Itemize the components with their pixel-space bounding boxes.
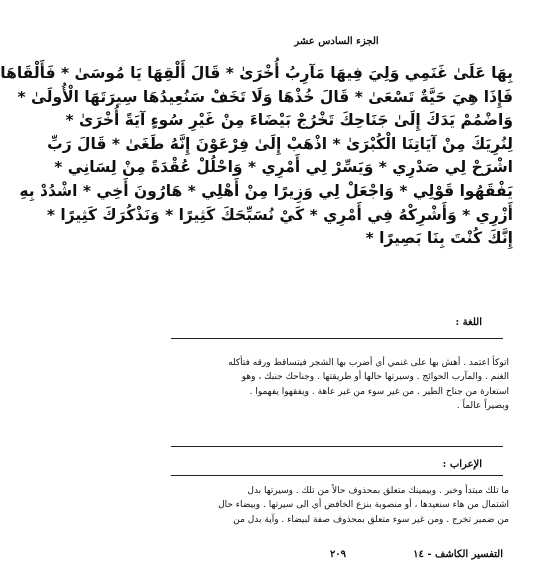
irab-heading: الإعراب : (442, 459, 482, 470)
verse-line: وَاضْمُمْ يَدَكَ إِلَىٰ جَنَاحِكَ تَخْرُجْ بَيْضَاءَ مِنْ غَيْرِ سُوءٍ آيَةً أُخْرَىٰ * (65, 111, 513, 130)
paragraph-line: الغنم . والمآرب الحوائج . وسيرتها حالها أو طريقتها . وجناحك جنبك ، وهو (241, 372, 509, 383)
page-number: ٢٠٩ (329, 549, 347, 560)
verse-line: لِنُرِيَكَ مِنْ آيَاتِنَا الْكُبْرَىٰ * اذْهَبْ إِلَىٰ فِرْعَوْنَ إِنَّهُ طَغَىٰ * قَالَ رَبِّ (47, 134, 513, 153)
section-divider (171, 446, 503, 447)
paragraph-line: ما تلك مبتدأ وخبر . وبيمينك متعلق بمحذوف حالاً من تلك . وسيرتها بدل (247, 486, 509, 496)
paragraph-line: استعارة من جناح الطير . من غير سوء من غير عاهة . ويفقهوا يفهموا . (249, 386, 509, 397)
paragraph-line: وبصيراً عالماً . (456, 401, 509, 412)
paragraph-line: اشتمال من هاء سنعيدها ، أو منصوبة بنزع الخافض أي الى سيرتها . وبيضاء حال (218, 500, 509, 511)
footer-book-title: التفسير الكاشف - ١٤ (413, 549, 503, 560)
verse-line: إِنَّكَ كُنْتَ بِنَا بَصِيرًا * (365, 229, 513, 248)
lugha-paragraph (175, 356, 509, 414)
paragraph-line: اتوكأ اعتمد . أهش بها على غنمي أي أضرب بها الشجر فيتساقط ورقه فتأكله (228, 358, 509, 368)
irab-paragraph (175, 484, 509, 527)
paragraph-line: من ضمير تخرج . ومن غير سوء متعلق بمحذوف صفة لبيضاء . وآية بدل من (233, 514, 509, 525)
verse-line: بِهَا عَلَىٰ غَنَمِي وَلِيَ فِيهَا مَآرِبُ أُخْرَىٰ * قَالَ أَلْقِهَا يَا مُوسَىٰ * فَأَلْقَاهَا (0, 64, 513, 82)
quran-verses-block (0, 62, 513, 251)
section-divider (171, 338, 503, 339)
page-footer (173, 549, 503, 563)
section-divider (171, 475, 503, 476)
verse-line: فَإِذَا هِيَ حَيَّةٌ تَسْعَىٰ * قَالَ خُذْهَا وَلَا تَخَفْ سَنُعِيدُهَا سِيرَتَهَا الْأُولَىٰ * (17, 87, 513, 106)
verse-line: أَزْرِي * وَأَشْرِكْهُ فِي أَمْرِي * كَيْ نُسَبِّحَكَ كَثِيرًا * وَنَذْكُرَكَ كَثِيرًا * (46, 205, 513, 224)
lugha-heading: اللغة : (455, 317, 482, 328)
verse-line: يَفْقَهُوا قَوْلِي * وَاجْعَلْ لِي وَزِيرًا مِنْ أَهْلِي * هَارُونَ أَخِي * اشْدُدْ بِهِ (19, 181, 513, 200)
verse-line: اشْرَحْ لِي صَدْرِي * وَيَسِّرْ لِي أَمْرِي * وَاحْلُلْ عُقْدَةً مِنْ لِسَانِي * (54, 158, 513, 177)
running-header: الجزء السادس عشر (294, 36, 379, 47)
